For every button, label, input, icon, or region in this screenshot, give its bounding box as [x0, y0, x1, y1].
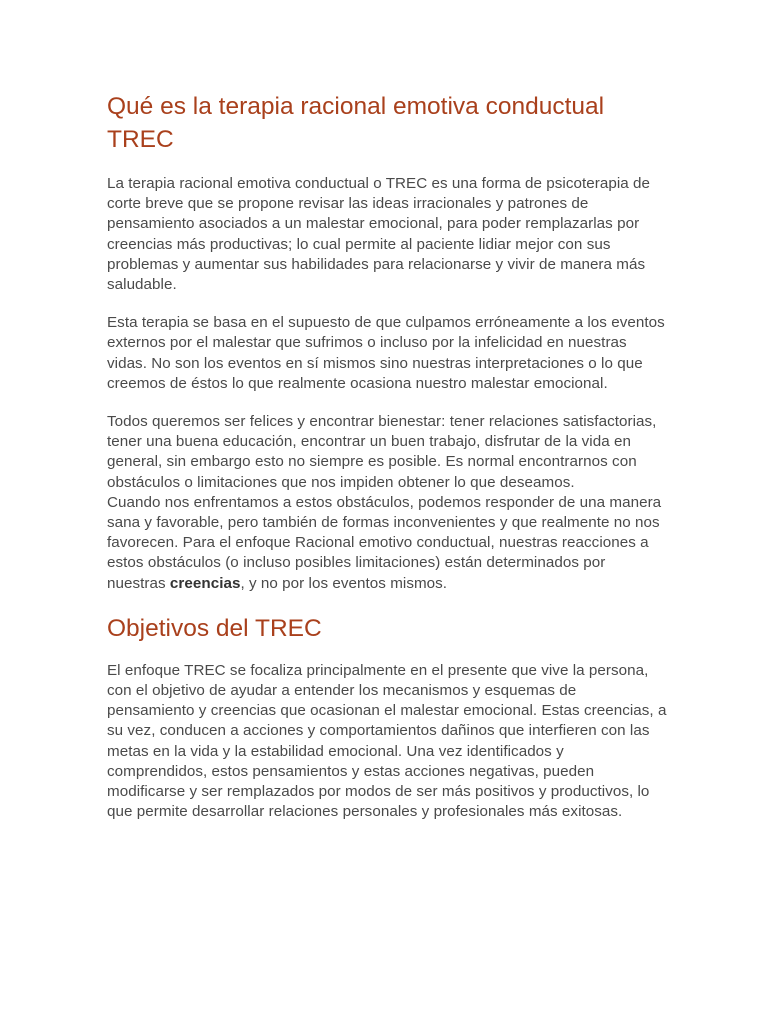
main-heading: Qué es la terapia racional emotiva conductual TREC: [107, 93, 605, 153]
obstacles-text-end: , y no por los eventos mismos.: [240, 574, 448, 592]
document-page: [107, 90, 667, 822]
section-heading-objectives: Objetivos del TREC: [107, 614, 322, 642]
obstacles-paragraph: [107, 493, 667, 594]
objectives-paragraph: El enfoque TREC se focaliza principalmente en el presente que vive la persona, con el objetivo de ayudar a entender los mecanismos y esquemas de pensamiento y creencias que ocasionan el malestar emocional. Estas creencias, a su vez, conducen a acciones y comportamientos dañinos que interfieren con las metas en la vida y la estabilidad emocional. Una vez identificados y comprendidos, estos pensamientos y estas acciones negativas, pueden modificarse y ser remplazados por modos de ser más positivos y productivos, lo que permite desarrollar relaciones personales y profesionales más exitosas.: [107, 661, 667, 821]
wellbeing-paragraph: Todos queremos ser felices y encontrar bienestar: tener relaciones satisfactorias, tener una buena educación, encontrar un buen trabajo, disfrutar de la vida en general, sin embargo esto no siempre es posible. Es normal encontrarnos con obstáculos o limitaciones que nos impiden obtener lo que deseamos.: [107, 413, 657, 491]
intro-paragraph: La terapia racional emotiva conductual o TREC es una forma de psicoterapia de corte breve que se propone revisar las ideas irracionales y patrones de pensamiento asociados a un malestar emocional, para poder remplazarlas por creencias más productivas; lo cual permite al paciente lidiar mejor con sus problemas y aumentar sus habilidades para relacionarse y vivir de manera más saludable.: [107, 175, 651, 294]
beliefs-bold-text: creencias: [169, 574, 241, 592]
basis-paragraph: Esta terapia se basa en el supuesto de que culpamos erróneamente a los eventos externos por el malestar que sufrimos o incluso por la infelicidad en nuestras vidas. No son los eventos en sí mismos sino nuestras interpretaciones o lo que creemos de éstos lo que realmente ocasiona nuestro malestar emocional.: [107, 314, 665, 392]
obstacles-text-start: Cuando nos enfrentamos a estos obstáculos, podemos responder de una manera sana y favorable, pero también de formas inconvenientes y que realmente no nos favorecen. Para el enfoque Racional emotivo conductual, nuestras reacciones a estos obstáculos (o incluso posibles limitaciones) están determinados por nuestras: [107, 493, 662, 592]
